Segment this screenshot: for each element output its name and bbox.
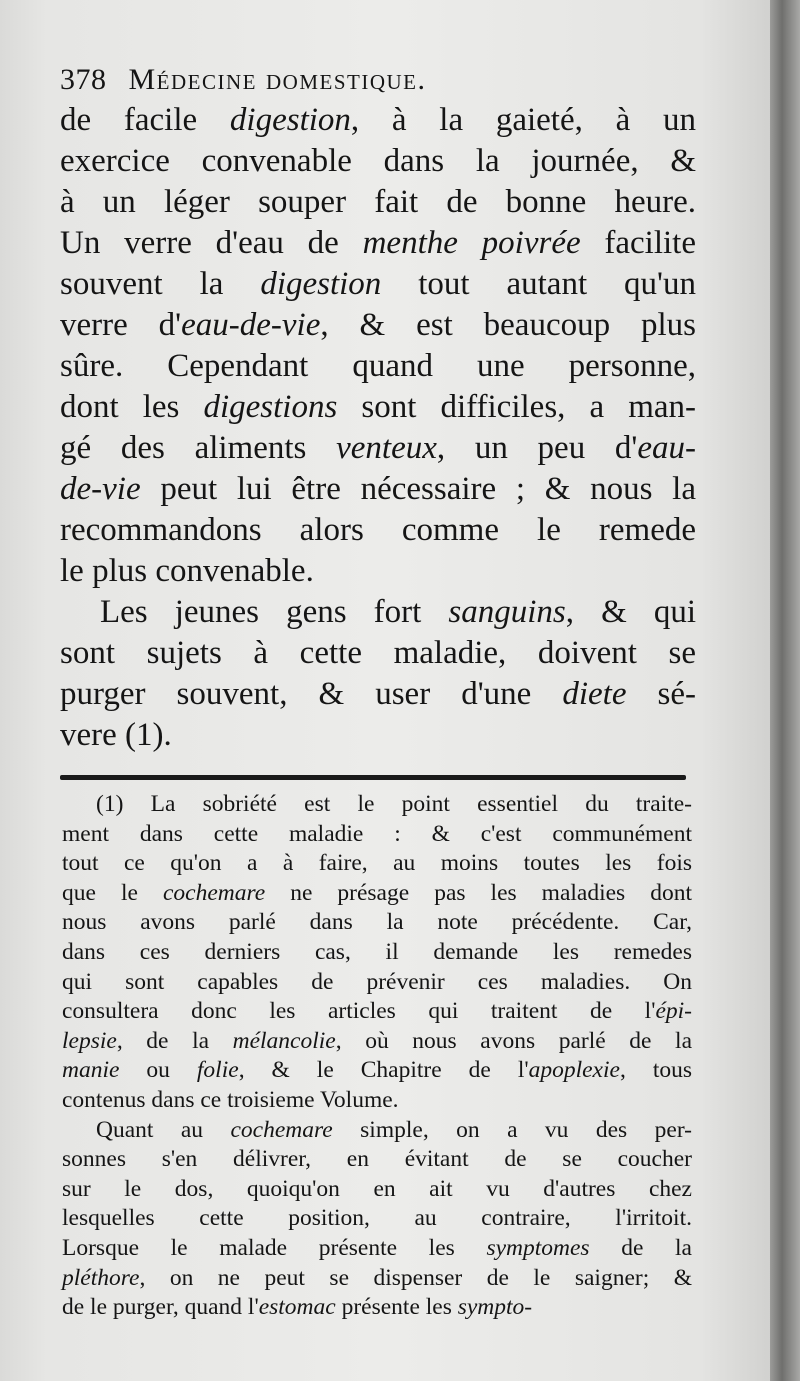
- italic-text: cochemare: [230, 1116, 333, 1143]
- text: tout autant qu'un: [381, 266, 696, 302]
- footnote-line: [62, 1264, 692, 1294]
- italic-text: sympto-: [457, 1294, 533, 1321]
- text: Les jeunes gens fort: [100, 594, 449, 630]
- footnote-line: [62, 879, 692, 909]
- footnote-line: [62, 790, 692, 820]
- text: dans ces derniers cas, il demande les remedes: [62, 938, 692, 965]
- italic-text: diete: [562, 676, 627, 712]
- text: , tous: [619, 1057, 692, 1084]
- text: lesquelles cette position, au contraire, l'irritoit.: [62, 1205, 692, 1232]
- footnote-line: [62, 1175, 692, 1205]
- italic-text: symptomes: [486, 1234, 590, 1261]
- running-title: Médecine domestique.: [128, 63, 427, 96]
- text-line: [60, 715, 696, 756]
- italic-text: venteux: [336, 430, 437, 466]
- text: Lorsque le malade présente les: [62, 1234, 487, 1261]
- text: à un léger souper fait de bonne heure.: [60, 184, 696, 220]
- italic-text: épi-: [655, 998, 692, 1025]
- text-line: [60, 264, 696, 305]
- text: sont difficiles, a man-: [337, 389, 696, 425]
- footnote-line: [62, 1234, 692, 1264]
- text: , & qui: [565, 594, 696, 630]
- text: ment dans cette maladie : & c'est communément: [62, 820, 692, 847]
- footnote-line: [62, 908, 692, 938]
- text-line: [60, 100, 696, 141]
- footnote-line: [62, 938, 692, 968]
- italic-text: digestions: [203, 389, 338, 425]
- text: de facile: [60, 102, 230, 138]
- text: facilite: [580, 225, 697, 261]
- text-line: [60, 182, 696, 223]
- footnote-line: [62, 968, 692, 998]
- footnote-line: [62, 1116, 692, 1146]
- text: recommandons alors comme le remede: [60, 512, 696, 548]
- text: ou: [119, 1057, 197, 1084]
- text: sé-: [626, 676, 696, 712]
- text: consultera donc les articles qui traitent de l': [62, 998, 656, 1025]
- italic-text: digestion: [260, 266, 382, 302]
- text: , & le Chapitre de l': [238, 1057, 529, 1084]
- italic-text: mélancolie: [232, 1027, 336, 1054]
- footnote-line: [62, 1056, 692, 1086]
- text: que le: [62, 879, 163, 906]
- text: (1) La sobriété est le point essentiel du traite-: [96, 791, 692, 817]
- text: de le purger, quand l': [62, 1294, 259, 1321]
- text: Un verre d'eau de: [60, 225, 363, 261]
- text: vere (1).: [60, 717, 172, 753]
- italic-text: eau-: [637, 430, 697, 466]
- italic-text: eau-de-vie: [181, 307, 321, 343]
- footnote-rule: [60, 775, 686, 780]
- text: le plus convenable.: [60, 553, 314, 589]
- footnote-line: [62, 1086, 692, 1116]
- italic-text: cochemare: [162, 879, 266, 906]
- footnote-line: [62, 1293, 692, 1323]
- text-line: [60, 674, 696, 715]
- book-gutter: [770, 0, 800, 1381]
- text: sur le dos, quoiqu'on en ait vu d'autres chez: [62, 1175, 692, 1202]
- footnote-line: [62, 820, 692, 850]
- running-header: [60, 58, 700, 102]
- footnote-line: [62, 1027, 692, 1057]
- text-line: [60, 305, 696, 346]
- text: Quant au: [96, 1116, 231, 1143]
- footnote-line: [62, 997, 692, 1027]
- text: , de la: [116, 1027, 233, 1054]
- text: simple, on a vu des per-: [332, 1116, 692, 1143]
- text: sont sujets à cette maladie, doivent se: [60, 635, 696, 671]
- main-text: [60, 100, 696, 756]
- text: qui sont capables de prévenir ces maladies. On: [62, 968, 692, 995]
- text: dont les: [60, 389, 204, 425]
- text: de la: [589, 1234, 692, 1261]
- italic-text: sanguins: [448, 594, 566, 630]
- italic-text: lepsie: [62, 1027, 117, 1054]
- text: gé des aliments: [60, 430, 337, 466]
- text: , où nous avons parlé de la: [335, 1027, 692, 1054]
- footnotes: [62, 790, 692, 1323]
- italic-text: pléthore: [62, 1264, 140, 1291]
- text: sonnes s'en délivrer, en évitant de se coucher: [62, 1146, 692, 1173]
- text: présente les: [335, 1294, 458, 1321]
- italic-text: digestion: [229, 102, 351, 138]
- text-line: [60, 346, 696, 387]
- text-line: [60, 592, 696, 633]
- text-line: [60, 428, 696, 469]
- text-line: [60, 141, 696, 182]
- text-line: [60, 633, 696, 674]
- italic-text: folie: [196, 1057, 239, 1084]
- text: sûre. Cependant quand une personne,: [60, 348, 696, 384]
- text: purger souvent, & user d'une: [60, 676, 563, 712]
- italic-text: manie: [62, 1057, 120, 1084]
- text: contenus dans ce troisieme Volume.: [62, 1086, 399, 1113]
- text: ne présage pas les maladies dont: [265, 879, 692, 906]
- italic-text: apoplexie: [528, 1057, 620, 1084]
- text: verre d': [60, 307, 182, 343]
- italic-text: estomac: [258, 1294, 336, 1321]
- text: souvent la: [60, 266, 261, 302]
- text: , on ne peut se dispenser de le saigner; &: [139, 1264, 692, 1291]
- text-line: [60, 510, 696, 551]
- footnote-line: [62, 849, 692, 879]
- text: nous avons parlé dans la note précédente. Car,: [62, 909, 692, 936]
- footnote-line: [62, 1145, 692, 1175]
- text: tout ce qu'on a à faire, au moins toutes les fois: [62, 850, 692, 877]
- text: , à la gaieté, à un: [350, 102, 696, 138]
- text-line: [60, 387, 696, 428]
- text-line: [60, 469, 696, 510]
- page-number: 378: [60, 63, 107, 96]
- text-line: [60, 223, 696, 264]
- footnote-line: [62, 1204, 692, 1234]
- italic-text: menthe poivrée: [362, 225, 581, 261]
- text: exercice convenable dans la journée, &: [60, 143, 696, 179]
- text-line: [60, 551, 696, 592]
- text: peut lui être nécessaire ; & nous la: [140, 471, 696, 507]
- italic-text: de-vie: [60, 471, 141, 507]
- text: , & est beaucoup plus: [320, 307, 697, 343]
- text: , un peu d': [436, 430, 638, 466]
